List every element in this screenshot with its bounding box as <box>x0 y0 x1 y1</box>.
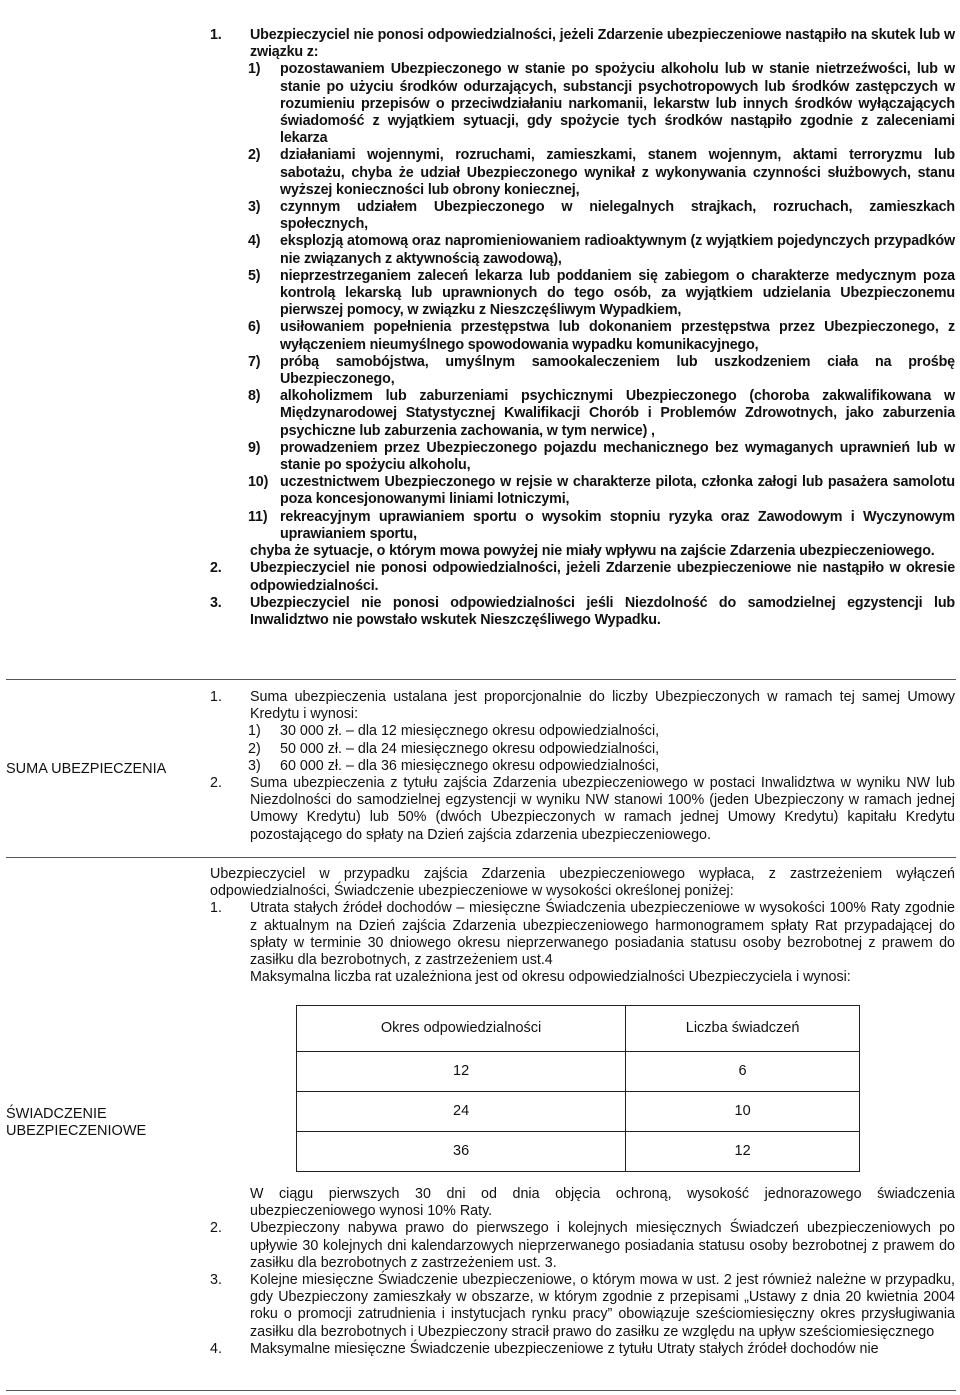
table-cell: 10 <box>626 1092 860 1132</box>
subitem-number: 11) <box>248 508 268 525</box>
column-header-period: Okres odpowiedzialności <box>297 1006 626 1052</box>
subitem-number: 4) <box>248 233 261 250</box>
table-row <box>297 1052 860 1092</box>
item-number: 2. <box>210 775 222 792</box>
subitem-text: działaniami wojennymi, rozruchami, zamieszkami, stanem wojennym, aktami terroryzmu lub sabotażu, chyba że udział Ubezpieczonego wynikał z wykonywania czynności służbowych, stanu wyższej konieczności lub obrony koniecznej, <box>280 147 955 198</box>
exclusion-subitem <box>210 388 955 440</box>
exclusion-subitem <box>210 440 955 474</box>
table-cell: 24 <box>297 1092 626 1132</box>
item-number: 3. <box>210 1272 222 1289</box>
sum-amount <box>210 758 955 775</box>
item-number: 1. <box>210 689 222 705</box>
amount-text: 60 000 zł. – dla 36 miesięcznego okresu odpowiedzialności, <box>280 757 660 774</box>
benefit-item-2 <box>210 1220 955 1272</box>
subitem-text: uczestnictwem Ubezpieczonego w rejsie w charakterze pilota, członka załogi lub pasażera samolotu poza koncesjonowanymi liniami lotniczymi, <box>280 474 955 508</box>
exclusions-section <box>210 27 955 629</box>
table-header-row <box>297 1006 860 1052</box>
section-divider <box>6 1390 956 1391</box>
subitem-text: prowadzeniem przez Ubezpieczonego pojazdu mechanicznego bez wymaganych uprawnień lub w stanie po spożyciu alkoholu, <box>280 439 955 474</box>
exclusion-item-1 <box>210 27 955 61</box>
amount-number: 2) <box>248 740 261 757</box>
exclusion-item-3 <box>210 595 955 629</box>
subitem-text: czynnym udziałem Ubezpieczonego w nielegalnych strajkach, rozruchach, zamieszkach społecznych, <box>280 199 955 233</box>
amount-text: 30 000 zł. – dla 12 miesięcznego okresu odpowiedzialności, <box>280 723 660 740</box>
installments-table <box>296 1005 860 1172</box>
exclusion-subitem <box>210 61 955 147</box>
item-text: Ubezpieczony nabywa prawo do pierwszego i kolejnych miesięcznych Świadczeń ubezpieczeniowych po upływie 30 kolejnych dni kalendarzowych nieprzerwanego posiadania statusu osoby bezrobotnej z prawem do zasiłku dla bezrobotnych z zastrzeżeniem ust. 3. <box>250 1220 955 1271</box>
subitem-number: 9) <box>248 439 261 456</box>
subitem-text: pozostawaniem Ubezpieczonego w stanie po spożyciu alkoholu lub w stanie nietrzeźwości, lub w stanie po użyciu środków odurzających, substancji psychotropowych lub środków zastępczych w rozumieniu przepisów o przeciwdziałaniu narkomanii, lekarstw lub innych środków wyłączających świadomość z wyjątkiem sytuacji, gdy spożycie tych środków nastąpiło zgodnie z zaleceniami lekarza <box>280 61 955 147</box>
table-cell: 6 <box>626 1052 860 1092</box>
benefit-continuation <box>210 1186 955 1358</box>
sum-item-2 <box>210 775 955 844</box>
first30-note: W ciągu pierwszych 30 dni od dnia objęcia ochroną, wysokość jednorazowego świadczenia ubezpieczeniowego wynosi 10% Raty. <box>250 1186 955 1220</box>
exclusion-item-2 <box>210 560 955 594</box>
item-number: 2. <box>210 560 222 577</box>
subitem-number: 7) <box>248 353 261 370</box>
sum-label: SUMA UBEZPIECZENIA <box>6 761 167 777</box>
table-cell: 36 <box>297 1132 626 1172</box>
subitem-text: rekreacyjnym uprawianiem sportu o wysokim stopniu ryzyka oraz Zawodowym i Wyczynowym uprawianiem sportu, <box>280 508 955 542</box>
sum-amount <box>210 723 955 740</box>
exclusion-tail: chyba że sytuacje, o którym mowa powyżej nie miały wpływu na zajście Zdarzenia ubezpieczeniowego. <box>250 543 935 560</box>
exclusion-subitem <box>210 319 955 353</box>
exclusion-subitem <box>210 147 955 199</box>
subitem-number: 8) <box>248 388 261 405</box>
amount-number: 3) <box>248 757 261 774</box>
exclusion-subitem <box>210 199 955 233</box>
item-text: Suma ubezpieczenia z tytułu zajścia Zdarzenia ubezpieczeniowego w postaci Inwalidztwa w wyniku NW lub Niezdolności do samodzielnej egzystencji w wyniku NW stanowi 100% (jeden Ubezpieczony w ramach jednej Umowy Kredytu) lub 50% (dwóch Ubezpieczonych w ramach jednej Umowy Kredytu) kapitału Kredytu pozostającego do spłaty na Dzień zajścia zdarzenia ubezpieczeniowego. <box>250 775 955 843</box>
item-text: Utrata stałych źródeł dochodów – miesięczne Świadczenia ubezpieczeniowe w wysokości 100% Raty zgodnie z aktualnym na Dzień zajścia Zdarzenia ubezpieczeniowego harmonogramem spłaty Rat przypadającej do spłaty w terminie 30 dniowego okresu nieprzerwanego posiadania statusu osoby bezrobotnej z prawem do zasiłku dla bezrobotnych, z zastrzeżeniem ust.4 <box>250 900 955 969</box>
benefit-label-line1: ŚWIADCZENIE <box>6 1106 107 1122</box>
item-text: Maksymalne miesięczne Świadczenie ubezpieczeniowe z tytułu Utraty stałych źródeł dochodów nie <box>250 1340 879 1357</box>
subitem-text: próbą samobójstwa, umyślnym samookaleczeniem lub uszkodzeniem ciała na prośbę Ubezpieczonego, <box>280 353 955 388</box>
subitem-number: 1) <box>248 61 261 78</box>
table-row <box>297 1132 860 1172</box>
subitem-number: 2) <box>248 147 261 164</box>
item-text: Ubezpieczyciel nie ponosi odpowiedzialności, jeżeli Zdarzenie ubezpieczeniowe nie nastąpiło w okresie odpowiedzialności. <box>250 560 955 594</box>
benefit-label <box>6 1106 196 1140</box>
benefit-item-3 <box>210 1272 955 1341</box>
item-text: Suma ubezpieczenia ustalana jest proporcjonalnie do liczby Ubezpieczonych w ramach tej samej Umowy Kredytu i wynosi: <box>250 689 955 723</box>
section-divider <box>6 857 956 858</box>
sum-item-1 <box>210 689 955 723</box>
column-header-count: Liczba świadczeń <box>626 1006 860 1052</box>
subitem-number: 10) <box>248 474 269 491</box>
sum-section <box>210 689 955 844</box>
item-number: 1. <box>210 27 222 43</box>
amount-number: 1) <box>248 723 261 740</box>
subitem-number: 3) <box>248 199 261 216</box>
item-text: Ubezpieczyciel nie ponosi odpowiedzialności, jeżeli Zdarzenie ubezpieczeniowe nastąpiło na skutek lub w związku z: <box>250 27 955 61</box>
item-text: Ubezpieczyciel nie ponosi odpowiedzialności jeśli Niezdolność do samodzielnej egzystencji lub Inwalidztwo nie powstało wskutek Nieszczęśliwego Wypadku. <box>250 594 955 628</box>
item-number: 3. <box>210 594 222 611</box>
benefit-item-1 <box>210 900 955 969</box>
subitem-number: 6) <box>248 319 261 336</box>
subitem-text: usiłowaniem popełnienia przestępstwa lub dokonaniem przestępstwa przez Ubezpieczonego, z wyłączeniem nieumyślnego spowodowania wypadku komunikacyjnego, <box>280 319 955 353</box>
amount-text: 50 000 zł. – dla 24 miesięcznego okresu odpowiedzialności, <box>280 740 660 757</box>
benefit-max-note: Maksymalna liczba rat uzależniona jest od okresu odpowiedzialności Ubezpieczyciela i wynosi: <box>250 969 851 986</box>
table-cell: 12 <box>626 1132 860 1172</box>
subitem-text: nieprzestrzeganiem zaleceń lekarza lub poddaniem się zabiegom o charakterze medycznym poza kontrolą lekarską lub uprawnionych do tego osób, za wyjątkiem udzielania Ubezpieczonemu pierwszej pomocy, w związku z Nieszczęśliwym Wypadkiem, <box>280 267 955 319</box>
subitem-text: alkoholizmem lub zaburzeniami psychicznymi Ubezpieczonego (choroba zakwalifikowana w Międzynarodowej Statystycznej Kwalifikacji Chorób i Problemów Zdrowotnych, jako zaburzenia psychiczne lub zaburzenia zachowania, w tym nerwice) , <box>280 388 955 439</box>
exclusion-subitem <box>210 509 955 543</box>
item-text: Kolejne miesięczne Świadczenie ubezpieczeniowe, o którym mowa w ust. 2 jest również należne w przypadku, gdy Ubezpieczony zamieszkały w obszarze, w którym zgodnie z przepisami „Ustawy z dnia 20 kwietnia 2004 roku o promocji zatrudnienia i instytucjach rynku pracy” obowiązuje sześciomiesięczny okres przysługiwania zasiłku dla bezrobotnych i Ubezpieczony stracił prawo do zasiłku ze względu na upływ sześciomiesięcznego <box>250 1272 955 1340</box>
subitem-number: 5) <box>248 267 261 284</box>
benefit-item-4 <box>210 1341 955 1358</box>
benefit-section <box>210 866 955 986</box>
benefit-label-line2: UBEZPIECZENIOWE <box>6 1123 147 1140</box>
exclusion-subitem <box>210 233 955 267</box>
item-number: 2. <box>210 1220 222 1237</box>
item-number: 4. <box>210 1340 222 1357</box>
exclusion-subitem <box>210 354 955 388</box>
subitem-text: eksplozją atomową oraz napromieniowaniem radioaktywnym (z wyjątkiem pojedynczych przypadków nie związanych z aktywnością zawodową), <box>280 233 955 267</box>
exclusion-subitem <box>210 474 955 508</box>
benefit-intro: Ubezpieczyciel w przypadku zajścia Zdarzenia ubezpieczeniowego wypłaca, z zastrzeżeniem wyłączeń odpowiedzialności, Świadczenie ubezpieczeniowe w wysokości określonej poniżej: <box>210 866 955 900</box>
item-number: 1. <box>210 900 222 917</box>
table-row <box>297 1092 860 1132</box>
sum-amount <box>210 741 955 758</box>
exclusion-subitem <box>210 268 955 320</box>
table-cell: 12 <box>297 1052 626 1092</box>
section-divider <box>6 679 956 680</box>
